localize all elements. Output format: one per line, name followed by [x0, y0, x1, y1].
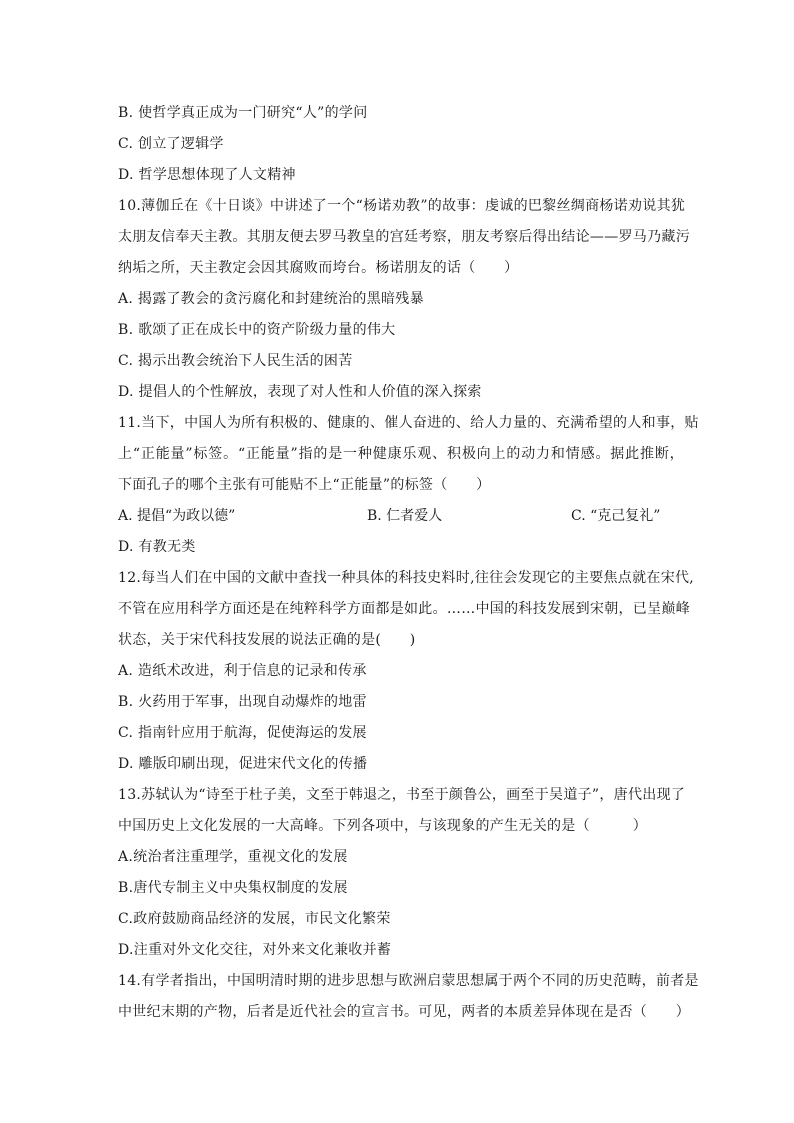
q11-option-b: B. 仁者爱人: [367, 508, 443, 524]
q14-stem-line-1: 14.有学者指出，中国明清时期的进步思想与欧洲启蒙思想属于两个不同的历史范畴，前者是: [118, 973, 699, 989]
q12-option-c: C. 指南针应用于航海，促使海运的发展: [118, 725, 367, 741]
q11-stem-line-3: 下面孔子的哪个主张有可能贴不上“正能量”的标签（ ）: [118, 477, 491, 493]
q13-stem-line-1: 13.苏轼认为“诗至于杜子美，文至于韩退之，书至于颜鲁公，画至于吴道子”，唐代出现了: [118, 787, 686, 803]
q12-option-d: D. 雕版印刷出现，促进宋代文化的传播: [118, 756, 368, 772]
q9-option-b: B. 使哲学真正成为一门研究“人”的学问: [118, 105, 368, 121]
q10-stem-line-3: 纳垢之所，天主教定会因其腐败而垮台。杨诺朋友的话（ ）: [118, 260, 519, 276]
q13-stem-line-2: 中国历史上文化发展的一大高峰。下列各项中，与该现象的产生无关的是（ ）: [118, 818, 648, 834]
q12-stem-line-3: 状态，关于宋代科技发展的说法正确的是( ): [118, 632, 416, 648]
q11-option-d: D. 有教无类: [118, 539, 196, 555]
q10-stem-line-1: 10.薄伽丘在《十日谈》中讲述了一个“杨诺劝教”的故事：虔诚的巴黎丝绸商杨诺劝说其犹: [118, 198, 686, 214]
q14-stem-line-2: 中世纪末期的产物，后者是近代社会的宣言书。可见，两者的本质差异体现在是否（ ）: [118, 1004, 690, 1020]
q12-option-a: A. 造纸术改进，利于信息的记录和传承: [118, 663, 367, 679]
q9-option-c: C. 创立了逻辑学: [118, 136, 224, 152]
q13-option-d: D.注重对外文化交往，对外来文化兼收并蓄: [118, 942, 392, 958]
q10-option-d: D. 提倡人的个性解放，表现了对人性和人价值的深入探索: [118, 384, 482, 400]
q11-option-a: A. 提倡“为政以德”: [118, 508, 236, 524]
q12-stem-line-2: 不管在应用科学方面还是在纯粹科学方面都是如此。……中国的科技发展到宋朝，已呈巅峰: [118, 601, 690, 617]
q11-options-row: [118, 506, 684, 526]
q12-stem-line-1: 12.每当人们在中国的文献中查找一种具体的科技史料时,往往会发现它的主要焦点就在宋代,: [118, 570, 695, 586]
q10-stem-line-2: 太朋友信奉天主教。其朋友便去罗马教皇的宫廷考察，朋友考察后得出结论——罗马乃藏污: [118, 229, 690, 245]
q10-option-c: C. 揭示出教会统治下人民生活的困苦: [118, 353, 353, 369]
q11-stem-line-1: 11.当下，中国人为所有积极的、健康的、催人奋进的、给人力量的、充满希望的人和事，贴: [118, 415, 699, 431]
q12-option-b: B. 火药用于军事，出现自动爆炸的地雷: [118, 694, 367, 710]
q10-option-a: A. 揭露了教会的贪污腐化和封建统治的黑暗残暴: [118, 291, 424, 307]
q13-option-a: A.统治者注重理学，重视文化的发展: [118, 849, 348, 865]
q10-option-b: B. 歌颂了正在成长中的资产阶级力量的伟大: [118, 322, 396, 338]
q11-option-c: C. “克己复礼”: [571, 508, 661, 524]
q13-option-b: B.唐代专制主义中央集权制度的发展: [118, 880, 348, 896]
q13-option-c: C.政府鼓励商品经济的发展，市民文化繁荣: [118, 911, 391, 927]
q11-stem-line-2: 上“正能量”标签。“正能量”指的是一种健康乐观、积极向上的动力和情感。据此推断，: [118, 446, 684, 462]
q9-option-d: D. 哲学思想体现了人文精神: [118, 167, 296, 183]
